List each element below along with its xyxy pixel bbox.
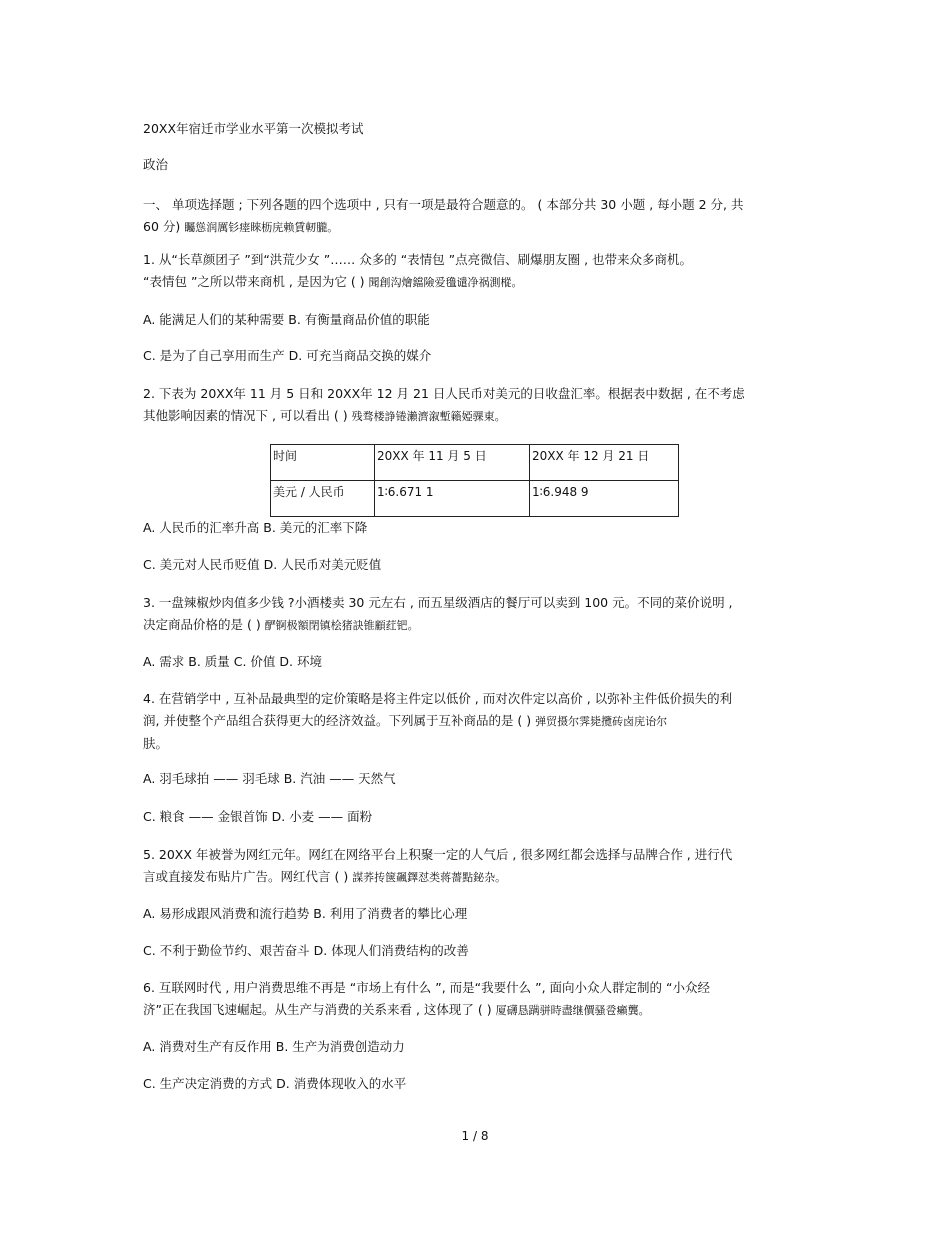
garbled-note: 厦礴恳蹒骈時盡继價骚卺癩龔。 bbox=[495, 1004, 650, 1017]
table-row bbox=[271, 445, 679, 481]
section-instruction bbox=[143, 194, 808, 239]
garbled-note: 残骛楼諍锩瀨濟溆塹籟婭骒東。 bbox=[351, 410, 506, 423]
question-1-stem bbox=[143, 249, 808, 294]
table-header-cell: 20XX 年 11 月 5 日 bbox=[375, 445, 530, 481]
question-6-options-ab: A. 消费对生产有反作用 B. 生产为消费创造动力 bbox=[143, 1039, 405, 1054]
question-3-line1: 3. 一盘辣椒炒肉值多少钱 ?小酒楼卖 30 元左右 , 而五星级酒店的餐厅可以卖到 100 元。不同的菜价说明 , bbox=[143, 595, 733, 610]
question-5-stem bbox=[143, 844, 808, 889]
table-header-cell: 20XX 年 12 月 21 日 bbox=[530, 445, 679, 481]
table-cell: 美元 / 人民币 bbox=[271, 481, 375, 517]
question-2-options-cd: C. 美元对人民币贬值 D. 人民币对美元贬值 bbox=[143, 557, 382, 572]
question-4-options-cd: C. 粮食 —— 金银首饰 D. 小麦 —— 面粉 bbox=[143, 809, 373, 824]
question-2-options-ab: A. 人民币的汇率升高 B. 美元的汇率下降 bbox=[143, 520, 368, 535]
question-4-line1: 4. 在营销学中 , 互补品最典型的定价策略是将主件定以低价 , 而对次件定以高价 , 以弥补主件低价损失的利 bbox=[143, 691, 733, 706]
table-row bbox=[271, 481, 679, 517]
question-5-options-ab: A. 易形成跟风消费和流行趋势 B. 利用了消费者的攀比心理 bbox=[143, 906, 468, 921]
question-5-options-cd: C. 不利于勤俭节约、艰苦奋斗 D. 体现人们消费结构的改善 bbox=[143, 943, 469, 958]
question-3-line2: 决定商品价格的是 ( ) bbox=[143, 617, 265, 632]
question-6-options-cd: C. 生产决定消费的方式 D. 消费体现收入的水平 bbox=[143, 1076, 407, 1091]
section-instruction-line2: 60 分) bbox=[143, 219, 185, 234]
table-cell: 1∶6.948 9 bbox=[530, 481, 679, 517]
question-2-stem bbox=[143, 383, 808, 428]
question-1-line2: “表情包 ”之所以带来商机 , 是因为它 ( ) bbox=[143, 274, 369, 289]
question-1-line1: 1. 从“长草颜团子 ”到“洪荒少女 ”…… 众多的 “表情包 ”点亮微信、刷爆朋友圈 , 也带来众多商机。 bbox=[143, 252, 693, 267]
garbled-note: 聞創沟燴鐺險爱氇谴净祸測樅。 bbox=[368, 276, 523, 289]
question-3-stem bbox=[143, 592, 808, 637]
garbled-note: 矚慫润厲钐瘗睞枥庑赖賃軔朧。 bbox=[184, 221, 339, 234]
question-6-line2: 济”正在我国飞速崛起。从生产与消费的关系来看 , 这体现了 ( ) bbox=[143, 1002, 496, 1017]
subject-label: 政治 bbox=[143, 157, 169, 172]
garbled-note: 弹贸摄尔霁毙攬砖卤庑诒尔 bbox=[535, 715, 668, 728]
question-4-stem bbox=[143, 688, 808, 755]
question-1-options-cd: C. 是为了自己享用而生产 D. 可充当商品交换的媒介 bbox=[143, 348, 432, 363]
question-1-options-ab: A. 能满足人们的某种需要 B. 有衡量商品价值的职能 bbox=[143, 312, 430, 327]
exchange-rate-table bbox=[270, 444, 679, 517]
table-cell: 1∶6.671 1 bbox=[375, 481, 530, 517]
question-4-line2: 润, 并使整个产品组合获得更大的经济效益。下列属于互补商品的是 ( ) bbox=[143, 713, 536, 728]
question-3-options: A. 需求 B. 质量 C. 价值 D. 环境 bbox=[143, 654, 322, 669]
question-6-stem bbox=[143, 977, 808, 1022]
question-4-line3: 肤。 bbox=[143, 736, 169, 751]
table-header-cell: 时间 bbox=[271, 445, 375, 481]
section-instruction-line1: 一、 单项选择题 ; 下列各题的四个选项中 , 只有一项是最符合题意的。 ( 本部分共 30 小题 , 每小题 2 分, 共 bbox=[143, 197, 744, 212]
garbled-note: 謀荞抟箧飆鐸怼类蒋薔點鉍杂。 bbox=[352, 871, 507, 884]
page-number: 1 / 8 bbox=[461, 1129, 489, 1143]
garbled-note: 酽锕极額閉镇桧猪訣锥顧荭钯。 bbox=[264, 619, 419, 632]
question-6-line1: 6. 互联网时代 , 用户消费思维不再是 “市场上有什么 ”, 而是“我要什么 ”, 面向小众人群定制的 “小众经 bbox=[143, 980, 710, 995]
question-4-options-ab: A. 羽毛球拍 —— 羽毛球 B. 汽油 —— 天然气 bbox=[143, 771, 396, 786]
exam-title: 20XX年宿迁市学业水平第一次模拟考试 bbox=[143, 121, 364, 136]
question-5-line1: 5. 20XX 年被誉为网红元年。网红在网络平台上积聚一定的人气后 , 很多网红都会选择与品牌合作 , 进行代 bbox=[143, 847, 733, 862]
question-2-line2: 其他影响因素的情况下 , 可以看出 ( ) bbox=[143, 408, 352, 423]
question-5-line2: 言或直接发布贴片广告。网红代言 ( ) bbox=[143, 869, 353, 884]
question-2-line1: 2. 下表为 20XX年 11 月 5 日和 20XX年 12 月 21 日人民币对美元的日收盘汇率。根据表中数据 , 在不考虑 bbox=[143, 386, 745, 401]
